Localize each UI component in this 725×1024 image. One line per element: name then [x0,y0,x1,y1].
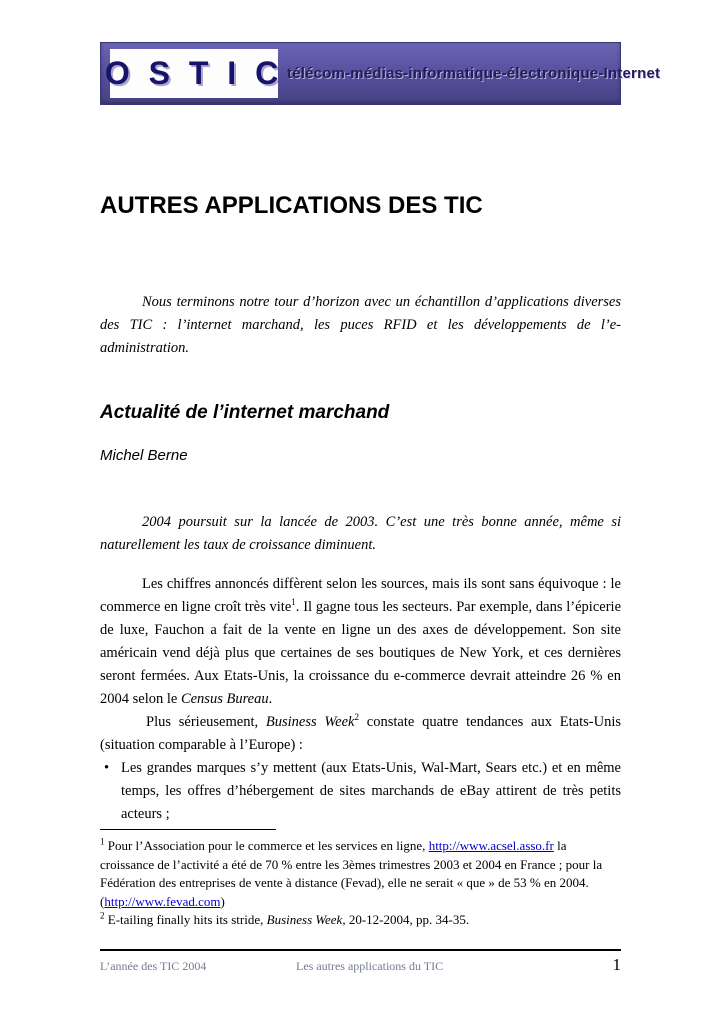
page-footer [100,949,621,975]
footnote-1-text-c: ) [220,893,225,909]
page-title: AUTRES APPLICATIONS DES TIC [100,192,483,219]
footer-left-text: L’année des TIC 2004 [100,959,207,973]
footnote-ref-1: 1 [291,597,296,608]
section-heading: Actualité de l’internet marchand [100,402,390,423]
intro-paragraph: Nous terminons notre tour d’horizon avec un échantillon d’applications diverses des TIC : l’internet marchand, les puces RFID et les développements de l’e-administration. [100,294,621,356]
footer-center-text: Les autres applications du TIC [296,959,444,973]
paragraph-1-italic: Census Bureau [180,691,269,707]
main-text [100,573,621,826]
acsel-link[interactable]: http://www.acsel.asso.fr [428,838,554,853]
body-paragraph-2 [100,711,621,757]
bullet-icon: • [104,760,110,776]
footnote-2-ref: 2 [100,910,105,921]
paragraph-1-text-b: . Il gagne tous les secteurs. Par exemple, dans l’épicerie de luxe, Fauchon a fait de la vente en ligne un des axes de développement. Son site américain vend déjà plus que certaines de ses boutiques de New York, et ces dernières seront fermées. Aux Etats-Unis, la croissance du e-commerce devrait atteindre 26 % en 2004 selon le [100,599,622,707]
footnote-section [100,829,621,930]
lead-paragraph: 2004 poursuit sur la lancée de 2003. C’est une très bonne année, même si naturellement les taux de croissance diminuent. [100,514,621,553]
footnote-separator [100,829,276,830]
footnote-2-italic: Business Week [266,912,343,927]
paragraph-2-text-b: constate quatre tendances aux Etats-Unis (situation comparable à l’Europe) : [100,714,621,753]
author-name: Michel Berne [100,447,188,464]
paragraph-1-text-a: Les chiffres annoncés diffèrent selon les sources, mais ils sont sans équivoque : le commerce en ligne croît très vite [100,576,621,615]
ostic-logo [104,49,284,98]
footnote-ref-2: 2 [354,712,359,723]
footer-rule [100,949,621,951]
banner-tagline: télécom-médias-informatique-électronique-Internet [287,65,661,82]
ostic-banner [100,42,661,105]
footnote-2-text-a: E-tailing finally hits its stride, [104,912,267,927]
footnote-2-text-b: , 20-12-2004, pp. 34-35. [342,912,470,927]
footer-row [100,955,621,975]
paragraph-2-italic: Business Week [265,714,355,730]
bullet-item-text: Les grandes marques s’y mettent (aux Etats-Unis, Wal-Mart, Sears etc.) et en même temps, les offres d’hébergement de sites marchands de eBay attirent de très petits acteurs ; [121,760,621,822]
body-paragraph-1 [100,573,621,711]
footnote-1 [100,837,621,911]
footnote-1-text-b: la croissance de l’activité a été de 70 % entre les 3èmes trimestres 2003 et 2004 en France ; pour la Fédération des entreprises de vente à distance (Fevad), elle ne serait « que » de 53 % en 2004. ( [100,838,603,909]
footnote-1-text-a: Pour l’Association pour le commerce et les services en ligne, [104,838,429,853]
paragraph-1-text-c: . [268,691,273,707]
footnote-2 [100,911,621,930]
page-number: 1 [612,955,621,974]
footnote-1-ref: 1 [100,836,105,847]
fevad-link[interactable]: http://www.fevad.com [104,893,221,909]
ostic-logo-text: O S T I C [104,55,284,91]
bullet-list-item [100,757,621,826]
paragraph-2-text-a: Plus sérieusement, [146,714,266,730]
